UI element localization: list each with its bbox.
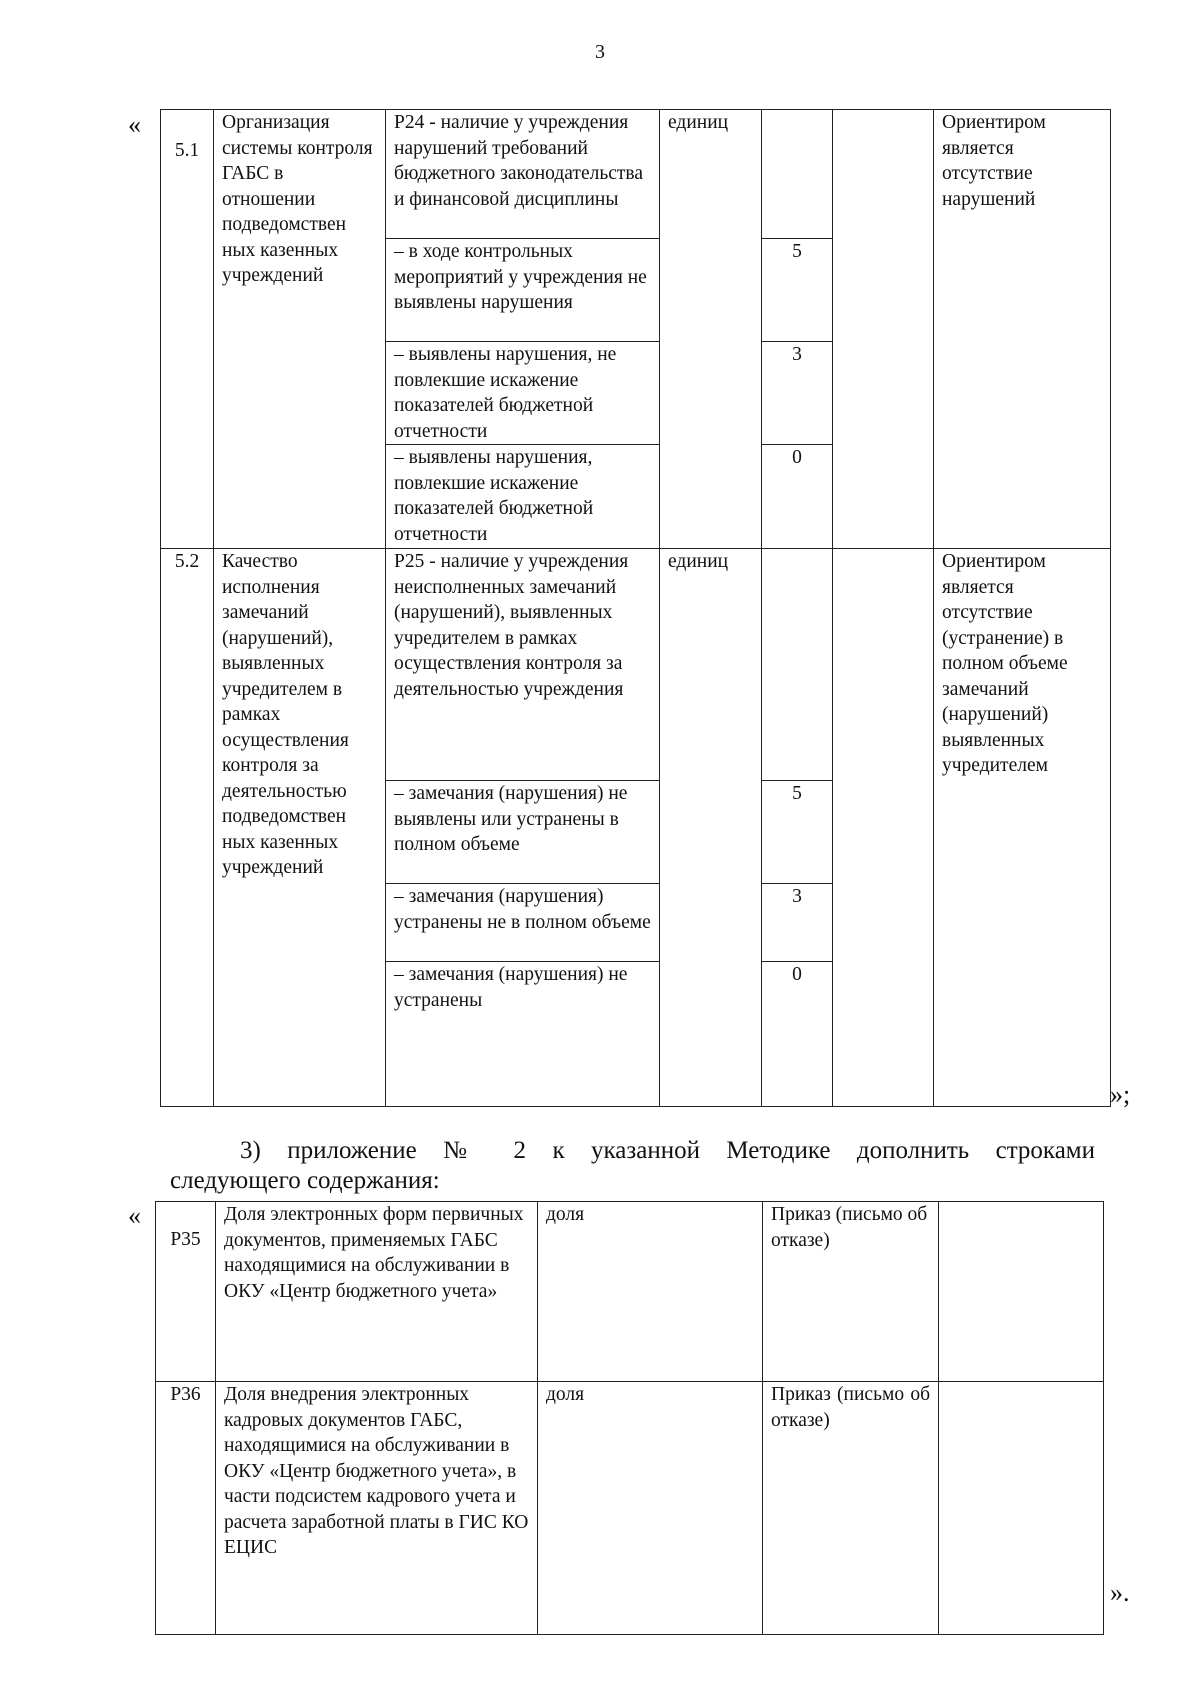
note-cell: Ориентиром является отсутствие (устранение) в полном объеме замечаний (нарушений) выявленных учредителем [934, 549, 1111, 1107]
sub-criterion: – в ходе контрольных мероприятий у учреждения не выявлены нарушения [386, 239, 660, 342]
indicators-table [155, 1201, 1104, 1635]
amendment-paragraph [170, 1136, 1095, 1196]
quote-open-table2: « [128, 1201, 141, 1230]
table-row [156, 1202, 1104, 1382]
paragraph-line: 3) приложение № 2 к указанной Методике дополнить строками [240, 1137, 1095, 1164]
sub-criterion: – замечания (нарушения) не выявлены или устранены в полном объеме [386, 781, 660, 884]
source-cell: Приказ (письмо об отказе) [763, 1382, 939, 1635]
unit-cell: доля [538, 1202, 763, 1382]
indicator-code: Р35 [156, 1202, 216, 1382]
unit-cell: доля [538, 1382, 763, 1635]
indicator-name: Организация системы контроля ГАБС в отношении подведомствен ных казенных учреждений [214, 110, 386, 549]
score-cell: 5 [762, 781, 833, 884]
score-cell: 0 [762, 962, 833, 1107]
criteria-table [160, 109, 1111, 1107]
score-cell: 3 [762, 342, 833, 445]
indicator-description: Р24 - наличие у учреждения нарушений требований бюджетного законодательства и финансовой дисциплины [386, 110, 660, 239]
indicator-code: Р36 [156, 1382, 216, 1635]
score-cell [762, 549, 833, 781]
empty-cell [833, 110, 934, 549]
score-cell: 3 [762, 884, 833, 962]
table-row [161, 549, 1111, 781]
quote-open-table1: « [128, 110, 141, 139]
row-number: 5.2 [161, 549, 214, 1107]
sub-criterion: – выявлены нарушения, не повлекшие искажение показателей бюджетной отчетности [386, 342, 660, 445]
row-number: 5.1 [161, 110, 214, 549]
score-cell [762, 110, 833, 239]
quote-close-table1: »; [1110, 1080, 1131, 1109]
empty-cell [939, 1202, 1104, 1382]
sub-criterion: – замечания (нарушения) устранены не в полном объеме [386, 884, 660, 962]
indicator-name: Доля электронных форм первичных документов, применяемых ГАБС находящимися на обслуживании в ОКУ «Центр бюджетного учета» [216, 1202, 538, 1382]
indicator-name: Качество исполнения замечаний (нарушений), выявленных учредителем в рамках осуществления контроля за деятельностью подведомствен ных казенных учреждений [214, 549, 386, 1107]
empty-cell [833, 549, 934, 1107]
unit-cell: единиц [660, 549, 762, 1107]
page-number: 3 [595, 41, 605, 63]
table-row [156, 1382, 1104, 1635]
unit-cell: единиц [660, 110, 762, 549]
quote-close-table2: ». [1110, 1578, 1130, 1607]
score-cell: 0 [762, 445, 833, 549]
source-cell: Приказ (письмо об отказе) [763, 1202, 939, 1382]
indicator-name: Доля внедрения электронных кадровых документов ГАБС, находящимися на обслуживании в ОКУ «Центр бюджетного учета», в части подсистем кадрового учета и расчета заработной платы в ГИС КО ЕЦИС [216, 1382, 538, 1635]
paragraph-line: следующего содержания: [170, 1167, 440, 1194]
sub-criterion: – выявлены нарушения, повлекшие искажение показателей бюджетной отчетности [386, 445, 660, 549]
empty-cell [939, 1382, 1104, 1635]
table-row [161, 110, 1111, 239]
note-cell: Ориентиром является отсутствие нарушений [934, 110, 1111, 549]
sub-criterion: – замечания (нарушения) не устранены [386, 962, 660, 1107]
indicator-description: Р25 - наличие у учреждения неисполненных замечаний (нарушений), выявленных учредителем в рамках осуществления контроля за деятельностью учреждения [386, 549, 660, 781]
score-cell: 5 [762, 239, 833, 342]
